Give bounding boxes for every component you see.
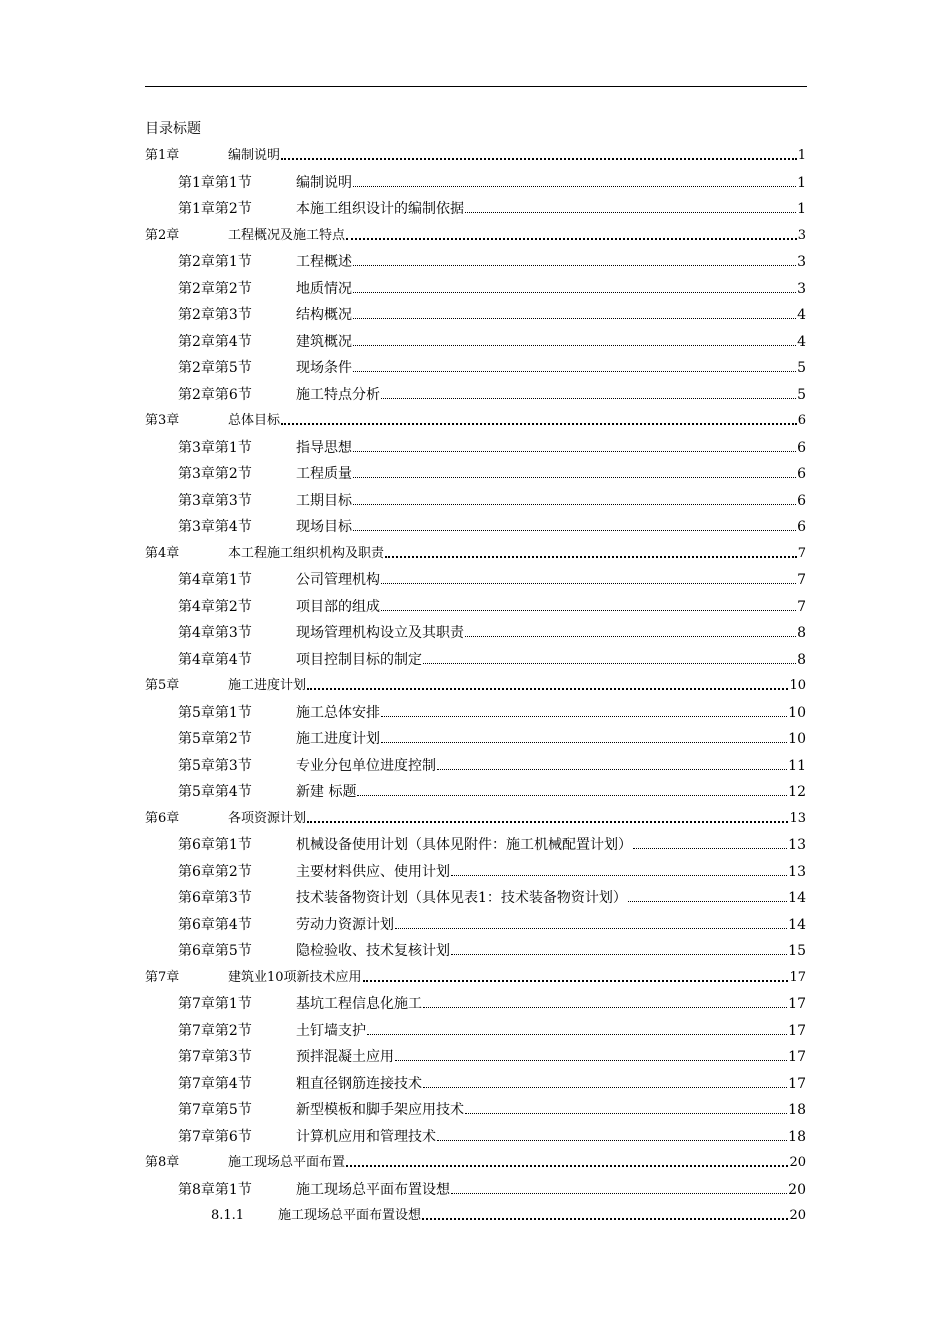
toc-dot-leader (381, 716, 787, 717)
toc-heading: 目录标题 (145, 121, 201, 137)
toc-entry-title: 施工现场总平面布置设想 (278, 1208, 422, 1223)
toc-chapter-entry[interactable] (145, 544, 806, 564)
toc-section-entry[interactable] (178, 623, 806, 643)
toc-entry-title: 施工特点分析 (296, 386, 380, 403)
toc-entry-number: 第3章 (145, 413, 180, 428)
toc-entry-number: 第5章第2节 (178, 731, 252, 747)
toc-chapter-entry[interactable] (145, 146, 806, 166)
toc-dot-leader (281, 423, 797, 425)
toc-section-entry[interactable] (178, 703, 806, 723)
toc-entry-title: 项目部的组成 (296, 598, 380, 615)
toc-entry-number: 第2章第2节 (178, 280, 252, 297)
toc-entry-title: 本工程施工组织机构及职责 (228, 545, 385, 561)
toc-dot-leader (353, 186, 796, 187)
toc-entry-page: 17 (788, 996, 806, 1012)
toc-entry-title: 施工进度计划 (296, 731, 380, 747)
toc-entry-title: 技术装备物资计划（具体见表1：技术装备物资计划） (296, 890, 627, 906)
toc-entry-title: 现场管理机构设立及其职责 (296, 625, 464, 641)
toc-section-entry[interactable] (178, 782, 806, 802)
toc-entry-page: 17 (788, 1049, 806, 1065)
toc-section-entry[interactable] (178, 994, 806, 1014)
toc-entry-title: 新建 标题 (296, 784, 357, 800)
toc-entry-page: 8 (797, 625, 806, 641)
toc-entry-number: 第7章第4节 (178, 1075, 252, 1092)
toc-entry-title: 各项资源计划 (228, 810, 307, 826)
toc-dot-leader (451, 875, 787, 876)
toc-entry-title: 隐检验收、技术复核计划 (296, 943, 450, 959)
toc-entry-number: 第8章第1节 (178, 1181, 252, 1198)
toc-entry-title: 专业分包单位进度控制 (296, 757, 436, 774)
toc-entry-title: 本施工组织设计的编制依据 (296, 201, 464, 217)
toc-section-entry[interactable] (178, 358, 806, 378)
toc-entry-page: 10 (788, 704, 806, 721)
toc-entry-title: 新型模板和脚手架应用技术 (296, 1102, 464, 1118)
toc-section-entry[interactable] (178, 650, 806, 670)
toc-entry-page: 5 (797, 386, 806, 403)
toc-entry-title: 施工进度计划 (228, 678, 307, 693)
toc-dot-leader (381, 583, 796, 584)
toc-entry-number: 第3章第1节 (178, 439, 252, 456)
toc-entry-title: 工期目标 (296, 492, 352, 509)
toc-entry-page: 10 (789, 678, 806, 693)
toc-entry-title: 劳动力资源计划 (296, 916, 394, 933)
toc-section-entry[interactable] (178, 915, 806, 935)
toc-dot-leader (353, 530, 796, 531)
toc-entry-page: 11 (788, 757, 806, 774)
toc-chapter-entry[interactable] (145, 968, 806, 988)
toc-entry-page: 6 (797, 439, 806, 456)
toc-entry-page: 17 (788, 1075, 806, 1092)
toc-entry-number: 8.1.1 (211, 1208, 245, 1223)
toc-entry-title: 编制说明 (228, 148, 281, 163)
toc-dot-leader (353, 265, 796, 266)
toc-dot-leader (307, 688, 788, 690)
toc-entry-number: 第6章第2节 (178, 863, 252, 880)
toc-dot-leader (346, 1165, 788, 1167)
toc-dot-leader (465, 1113, 787, 1114)
toc-entry-number: 第2章第1节 (178, 254, 252, 270)
toc-entry-page: 4 (797, 333, 806, 350)
toc-dot-leader (353, 345, 796, 346)
toc-dot-leader (423, 1007, 787, 1008)
toc-entry-number: 第2章 (145, 227, 180, 243)
toc-entry-number: 第4章第2节 (178, 598, 252, 615)
toc-entry-page: 10 (788, 731, 806, 747)
toc-entry-number: 第4章第1节 (178, 572, 252, 588)
toc-section-entry[interactable] (178, 1047, 806, 1067)
toc-entry-number: 第3章第4节 (178, 519, 252, 535)
toc-entry-page: 8 (797, 651, 806, 668)
toc-entry-number: 第2章第4节 (178, 333, 252, 350)
toc-section-entry[interactable] (178, 1180, 806, 1200)
toc-dot-leader (423, 663, 796, 664)
toc-section-entry[interactable] (178, 597, 806, 617)
toc-entry-number: 第7章第5节 (178, 1102, 252, 1118)
toc-entry-page: 13 (788, 837, 806, 853)
toc-dot-leader (628, 901, 787, 902)
toc-entry-number: 第4章 (145, 545, 180, 561)
toc-entry-page: 20 (789, 1155, 806, 1170)
toc-entry-title: 项目控制目标的制定 (296, 651, 422, 668)
toc-section-entry[interactable] (178, 279, 806, 299)
toc-entry-page: 6 (797, 466, 806, 482)
toc-entry-page: 3 (797, 280, 806, 297)
toc-entry-number: 第7章第3节 (178, 1049, 252, 1065)
toc-section-entry[interactable] (178, 570, 806, 590)
toc-chapter-entry[interactable] (145, 676, 806, 696)
toc-entry-page: 7 (797, 545, 806, 561)
toc-dot-leader (395, 928, 787, 929)
toc-entry-title: 工程概况及施工特点 (228, 227, 346, 243)
toc-entry-page: 1 (797, 174, 806, 191)
toc-entry-number: 第5章第4节 (178, 784, 252, 800)
toc-entry-page: 1 (797, 201, 806, 217)
toc-entry-page: 17 (789, 969, 806, 985)
toc-entry-page: 1 (797, 148, 806, 163)
toc-entry-page: 6 (797, 492, 806, 509)
toc-dot-leader (363, 980, 789, 982)
toc-chapter-entry[interactable] (145, 226, 806, 246)
toc-dot-leader (437, 769, 787, 770)
toc-entry-title: 基坑工程信息化施工 (296, 996, 422, 1012)
toc-dot-leader (353, 371, 796, 372)
toc-entry-title: 现场目标 (296, 519, 352, 535)
toc-dot-leader (367, 1034, 787, 1035)
toc-entry-number: 第5章第1节 (178, 704, 252, 721)
toc-dot-leader (353, 292, 796, 293)
toc-entry-title: 施工现场总平面布置 (228, 1155, 346, 1170)
toc-section-entry[interactable] (178, 173, 806, 193)
toc-entry-page: 6 (797, 413, 806, 428)
toc-entry-number: 第7章第6节 (178, 1128, 252, 1145)
toc-section-entry[interactable] (178, 835, 806, 855)
toc-section-entry[interactable] (178, 888, 806, 908)
toc-dot-leader (353, 477, 796, 478)
toc-entry-number: 第2章第5节 (178, 360, 252, 376)
toc-entry-number: 第2章第6节 (178, 386, 252, 403)
toc-entry-title: 结构概况 (296, 307, 352, 323)
toc-entry-page: 20 (789, 1208, 806, 1223)
toc-entry-number: 第1章 (145, 148, 180, 163)
toc-section-entry[interactable] (178, 385, 806, 405)
toc-entry-number: 第6章第3节 (178, 890, 252, 906)
toc-section-entry[interactable] (178, 1021, 806, 1041)
toc-entry-page: 6 (797, 519, 806, 535)
toc-entry-title: 公司管理机构 (296, 572, 380, 588)
toc-entry-title: 主要材料供应、使用计划 (296, 863, 450, 880)
toc-entry-number: 第6章第4节 (178, 916, 252, 933)
toc-dot-leader (451, 1193, 787, 1194)
toc-dot-leader (437, 1140, 787, 1141)
toc-entry-number: 第2章第3节 (178, 307, 252, 323)
toc-entry-title: 建筑概况 (296, 333, 352, 350)
toc-entry-title: 总体目标 (228, 413, 281, 428)
toc-entry-title: 预拌混凝土应用 (296, 1049, 394, 1065)
toc-dot-leader (353, 504, 796, 505)
toc-section-entry[interactable] (178, 862, 806, 882)
toc-entry-number: 第1章第2节 (178, 201, 252, 217)
toc-dot-leader (357, 795, 787, 796)
toc-entry-number: 第7章第2节 (178, 1022, 252, 1039)
toc-entry-title: 计算机应用和管理技术 (296, 1128, 436, 1145)
toc-entry-page: 7 (797, 572, 806, 588)
toc-entry-page: 14 (788, 890, 806, 906)
toc-entry-number: 第3章第3节 (178, 492, 252, 509)
toc-dot-leader (307, 821, 788, 823)
toc-dot-leader (422, 1218, 788, 1220)
toc-entry-page: 13 (788, 863, 806, 880)
toc-entry-title: 土钉墙支护 (296, 1022, 366, 1039)
toc-entry-page: 13 (789, 810, 806, 826)
toc-entry-page: 20 (788, 1181, 806, 1198)
toc-dot-leader (465, 212, 796, 213)
toc-entry-page: 12 (788, 784, 806, 800)
toc-dot-leader (381, 742, 787, 743)
toc-dot-leader (385, 556, 797, 558)
toc-entry-title: 机械设备使用计划（具体见附件：施工机械配置计划） (296, 837, 632, 853)
toc-entry-number: 第6章第5节 (178, 943, 252, 959)
toc-dot-leader (381, 398, 796, 399)
toc-section-entry[interactable] (178, 756, 806, 776)
toc-section-entry[interactable] (178, 1074, 806, 1094)
toc-entry-page: 7 (797, 598, 806, 615)
toc-entry-number: 第4章第3节 (178, 625, 252, 641)
toc-entry-number: 第8章 (145, 1155, 180, 1170)
toc-section-entry[interactable] (178, 252, 806, 272)
toc-section-entry[interactable] (178, 1127, 806, 1147)
toc-section-entry[interactable] (178, 438, 806, 458)
toc-entry-page: 15 (788, 943, 806, 959)
toc-entry-page: 3 (797, 227, 806, 243)
toc-subsection-entry[interactable] (211, 1206, 806, 1226)
toc-entry-page: 18 (788, 1102, 806, 1118)
toc-entry-number: 第6章 (145, 810, 180, 826)
toc-entry-page: 4 (797, 307, 806, 323)
toc-entry-title: 地质情况 (296, 280, 352, 297)
toc-chapter-entry[interactable] (145, 1153, 806, 1173)
toc-entry-title: 现场条件 (296, 360, 352, 376)
toc-dot-leader (281, 158, 797, 160)
toc-entry-number: 第3章第2节 (178, 466, 252, 482)
toc-entry-page: 5 (797, 360, 806, 376)
toc-entry-title: 工程质量 (296, 466, 352, 482)
toc-section-entry[interactable] (178, 729, 806, 749)
toc-dot-leader (465, 636, 796, 637)
toc-section-entry[interactable] (178, 332, 806, 352)
toc-section-entry[interactable] (178, 941, 806, 961)
toc-dot-leader (423, 1087, 787, 1088)
toc-entry-page: 3 (797, 254, 806, 270)
toc-entry-number: 第5章第3节 (178, 757, 252, 774)
toc-dot-leader (451, 954, 787, 955)
toc-dot-leader (633, 848, 787, 849)
toc-entry-number: 第5章 (145, 678, 180, 693)
toc-section-entry[interactable] (178, 464, 806, 484)
toc-dot-leader (353, 318, 796, 319)
toc-entry-page: 17 (788, 1022, 806, 1039)
toc-entry-title: 工程概述 (296, 254, 352, 270)
toc-chapter-entry[interactable] (145, 411, 806, 431)
toc-entry-number: 第7章第1节 (178, 996, 252, 1012)
toc-section-entry[interactable] (178, 305, 806, 325)
toc-dot-leader (353, 451, 796, 452)
toc-entry-title: 指导思想 (296, 439, 352, 456)
toc-section-entry[interactable] (178, 517, 806, 537)
toc-section-entry[interactable] (178, 491, 806, 511)
toc-entry-title: 建筑业10项新技术应用 (228, 969, 362, 985)
toc-dot-leader (381, 610, 796, 611)
toc-chapter-entry[interactable] (145, 809, 806, 829)
toc-dot-leader (346, 238, 797, 240)
toc-entry-number: 第4章第4节 (178, 651, 252, 668)
toc-entry-number: 第6章第1节 (178, 837, 252, 853)
toc-entry-number: 第1章第1节 (178, 174, 252, 191)
toc-entry-title: 施工现场总平面布置设想 (296, 1181, 450, 1198)
toc-entry-number: 第7章 (145, 969, 180, 985)
toc-entry-title: 编制说明 (296, 174, 352, 191)
toc-dot-leader (395, 1060, 787, 1061)
toc-entry-page: 18 (788, 1128, 806, 1145)
toc-section-entry[interactable] (178, 1100, 806, 1120)
toc-entry-title: 粗直径钢筋连接技术 (296, 1075, 422, 1092)
toc-entry-page: 14 (788, 916, 806, 933)
toc-section-entry[interactable] (178, 199, 806, 219)
toc-entry-title: 施工总体安排 (296, 704, 380, 721)
